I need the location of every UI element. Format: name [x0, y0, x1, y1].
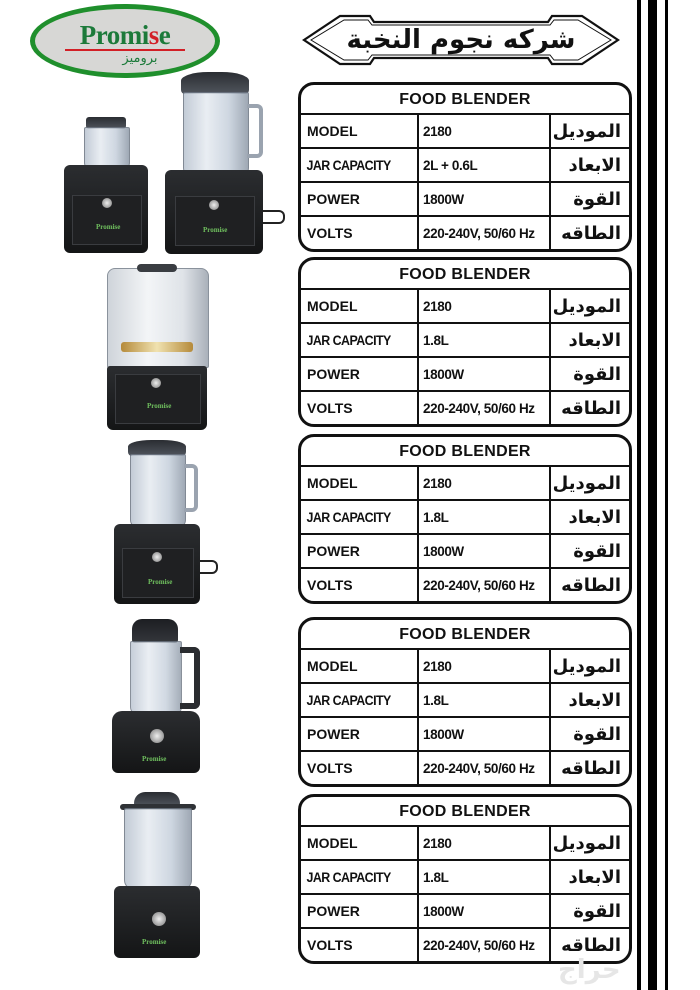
label-en: MODEL: [301, 115, 418, 148]
table-row-power: [301, 534, 629, 568]
blender-large: Promise: [165, 70, 285, 255]
blender-dark-handle: Promise: [110, 615, 220, 775]
spec-table: [301, 467, 629, 601]
label-ar: القوة: [550, 182, 629, 216]
table-row-jar-capacity: [301, 323, 629, 357]
label-ar: الطاقه: [550, 391, 629, 424]
label-ar: الموديل: [552, 120, 621, 142]
label-ar: الطاقه: [550, 568, 629, 601]
value: 1.8L: [418, 323, 550, 357]
decor-stripe-thick: [648, 0, 657, 990]
label-ar: الطاقه: [550, 216, 629, 249]
value: 1.8L: [418, 683, 550, 717]
table-row-jar-capacity: [301, 683, 629, 717]
value: 2L + 0.6L: [418, 148, 550, 182]
spec-title: FOOD BLENDER: [301, 437, 629, 467]
label-en: POWER: [301, 717, 418, 751]
table-row-power: [301, 357, 629, 391]
value: 2180: [418, 115, 550, 148]
label-ar: القوة: [550, 717, 629, 751]
spec-title: FOOD BLENDER: [301, 260, 629, 290]
label-en: JAR CAPACITY: [301, 148, 409, 182]
value: 2180: [418, 650, 550, 683]
label-en: VOLTS: [301, 751, 418, 784]
label-ar: الموديل: [552, 472, 621, 494]
blender-wide-jar: Promise: [110, 790, 220, 960]
table-row-volts: [301, 391, 629, 424]
label-en: MODEL: [301, 650, 418, 683]
label-ar: الابعاد: [550, 860, 629, 894]
spec-table: [301, 650, 629, 784]
label-ar: الموديل: [552, 295, 621, 317]
value: 220-240V, 50/60 Hz: [418, 216, 550, 249]
table-row-volts: [301, 751, 629, 784]
sound-enclosure: [107, 268, 209, 368]
spec-card-4: [298, 617, 632, 787]
label-ar: الموديل: [552, 655, 621, 677]
brand-logo: [30, 4, 220, 78]
label-en: POWER: [301, 357, 418, 391]
table-row-model: [301, 650, 629, 683]
product-image-3: [110, 438, 220, 606]
table-row-model: [301, 827, 629, 860]
label-ar: الابعاد: [550, 500, 629, 534]
table-row-power: [301, 894, 629, 928]
value: 220-240V, 50/60 Hz: [418, 568, 550, 601]
label-en: JAR CAPACITY: [301, 500, 409, 534]
table-row-model: [301, 115, 629, 148]
blender-small: Promise: [62, 115, 150, 255]
value: 1800W: [418, 182, 550, 216]
spec-card-3: [298, 434, 632, 604]
label-en: VOLTS: [301, 568, 418, 601]
label-ar: القوة: [550, 894, 629, 928]
decor-stripe-thin-left: [637, 0, 641, 990]
value: 220-240V, 50/60 Hz: [418, 751, 550, 784]
value: 1800W: [418, 717, 550, 751]
value: 2180: [418, 290, 550, 323]
label-en: POWER: [301, 182, 418, 216]
label-en: VOLTS: [301, 928, 418, 961]
product-image-1: [60, 70, 285, 255]
brand-logo-text-en: Promise: [79, 20, 171, 50]
decor-stripe-thin-right: [665, 0, 668, 990]
table-row-jar-capacity: [301, 148, 629, 182]
company-name: شركه نجوم النخبة: [346, 25, 576, 55]
label-ar: الابعاد: [550, 323, 629, 357]
label-ar: القوة: [550, 357, 629, 391]
label-en: VOLTS: [301, 391, 418, 424]
label-en: POWER: [301, 894, 418, 928]
label-ar: الابعاد: [550, 148, 629, 182]
value: 1800W: [418, 534, 550, 568]
label-en: MODEL: [301, 290, 418, 323]
table-row-power: [301, 717, 629, 751]
value: 2180: [418, 827, 550, 860]
spec-title: FOOD BLENDER: [301, 85, 629, 115]
label-ar: الموديل: [552, 832, 621, 854]
table-row-jar-capacity: [301, 860, 629, 894]
label-en: JAR CAPACITY: [301, 683, 409, 717]
company-banner: [300, 12, 622, 68]
watermark: حراج: [558, 955, 621, 985]
value: 220-240V, 50/60 Hz: [418, 391, 550, 424]
spec-card-1: [298, 82, 632, 252]
label-en: JAR CAPACITY: [301, 323, 409, 357]
brand-logo-text-ar: بروميز: [122, 51, 158, 66]
label-ar: القوة: [550, 534, 629, 568]
spec-table: [301, 827, 629, 961]
table-row-model: [301, 467, 629, 500]
product-image-2: [105, 262, 210, 432]
table-row-model: [301, 290, 629, 323]
product-image-5: [110, 790, 220, 960]
label-ar: الطاقه: [550, 751, 629, 784]
label-ar: الابعاد: [550, 683, 629, 717]
label-ar: الطاقه: [550, 928, 629, 961]
label-en: VOLTS: [301, 216, 418, 249]
label-en: POWER: [301, 534, 418, 568]
value: 1800W: [418, 894, 550, 928]
value: 220-240V, 50/60 Hz: [418, 928, 550, 961]
spec-card-5: [298, 794, 632, 964]
table-row-jar-capacity: [301, 500, 629, 534]
label-en: MODEL: [301, 827, 418, 860]
blender-sound-enclosure: Promise: [105, 262, 210, 432]
label-en: MODEL: [301, 467, 418, 500]
product-image-4: [110, 615, 220, 775]
spec-card-2: [298, 257, 632, 427]
label-en: JAR CAPACITY: [301, 860, 409, 894]
spec-title: FOOD BLENDER: [301, 797, 629, 827]
table-row-volts: [301, 568, 629, 601]
value: 1800W: [418, 357, 550, 391]
spec-table: [301, 290, 629, 424]
spec-title: FOOD BLENDER: [301, 620, 629, 650]
blender-clear-jar: Promise: [110, 438, 220, 606]
value: 1.8L: [418, 860, 550, 894]
spec-table: [301, 115, 629, 249]
value: 2180: [418, 467, 550, 500]
table-row-volts: [301, 216, 629, 249]
table-row-power: [301, 182, 629, 216]
value: 1.8L: [418, 500, 550, 534]
